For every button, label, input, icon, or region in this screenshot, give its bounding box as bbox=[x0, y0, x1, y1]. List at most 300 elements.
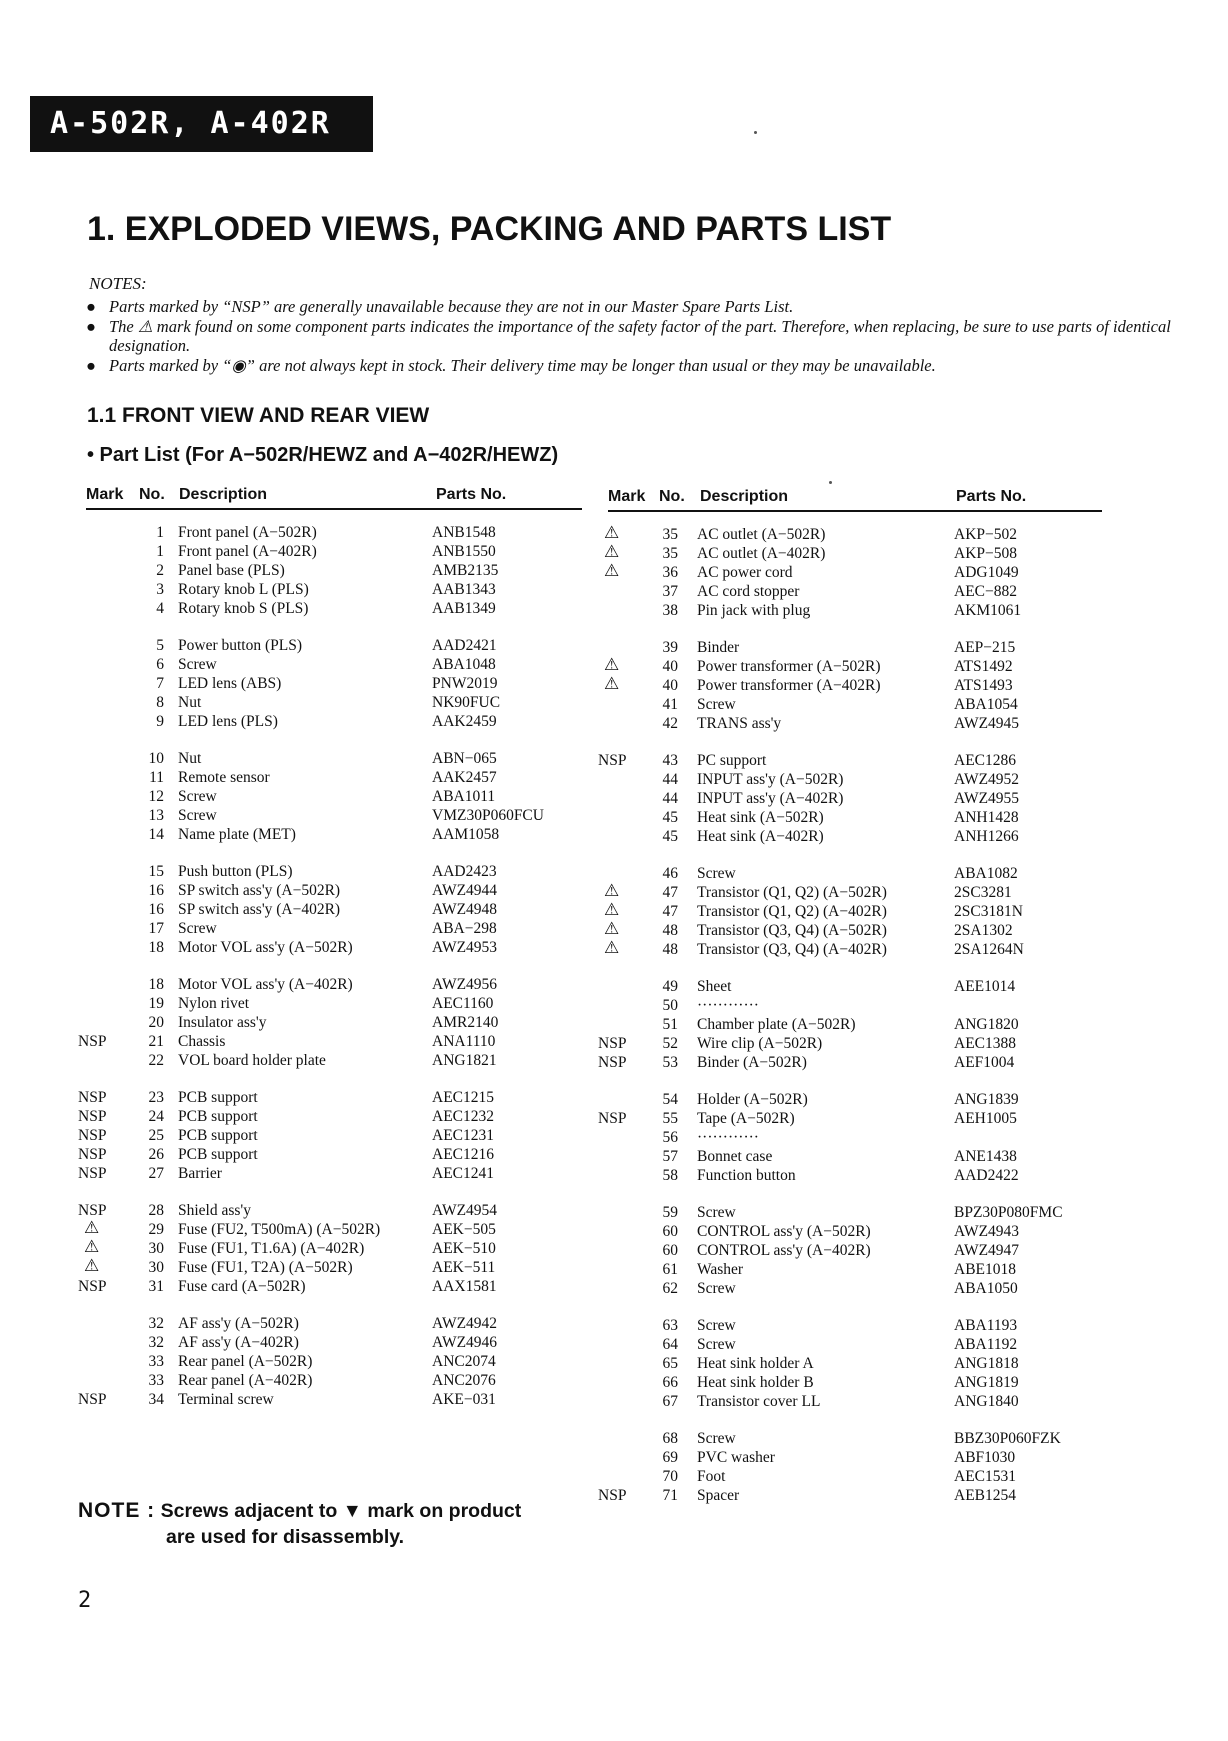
no-cell: 33 bbox=[148, 1353, 164, 1370]
table-row bbox=[78, 881, 588, 900]
table-row bbox=[78, 994, 588, 1013]
description-cell: Chamber plate (A−502R) bbox=[697, 1016, 856, 1033]
header-no: No. bbox=[659, 488, 685, 505]
parts-no-cell: ANB1550 bbox=[432, 543, 496, 560]
table-row bbox=[598, 1373, 1118, 1392]
header-parts-no: Parts No. bbox=[956, 488, 1027, 505]
no-cell: 15 bbox=[148, 863, 164, 880]
description-cell: Rear panel (A−502R) bbox=[178, 1353, 313, 1370]
parts-no-cell: VMZ30P060FCU bbox=[432, 807, 544, 824]
page-number: 2 bbox=[78, 1588, 92, 1613]
no-cell: 12 bbox=[148, 788, 164, 805]
table-row bbox=[598, 1109, 1118, 1128]
parts-no-cell: AEK−510 bbox=[432, 1240, 496, 1257]
parts-no-cell: AEC1241 bbox=[432, 1165, 494, 1182]
no-cell: 41 bbox=[662, 696, 678, 713]
parts-no-cell: AEH1005 bbox=[954, 1110, 1017, 1127]
description-cell: Screw bbox=[697, 1336, 736, 1353]
table-row bbox=[598, 996, 1118, 1015]
no-cell: 18 bbox=[148, 976, 164, 993]
safety-warning-icon: ⚠ bbox=[604, 542, 620, 562]
parts-no-cell: ANC2076 bbox=[432, 1372, 496, 1389]
no-cell: 58 bbox=[662, 1167, 678, 1184]
parts-no-cell: ANE1438 bbox=[954, 1148, 1017, 1165]
table-row bbox=[598, 827, 1118, 846]
no-cell: 67 bbox=[662, 1393, 678, 1410]
parts-no-cell: AEK−511 bbox=[432, 1259, 496, 1276]
description-cell: SP switch ass'y (A−502R) bbox=[178, 882, 341, 899]
parts-no-cell: AAK2459 bbox=[432, 713, 497, 730]
description-cell: Bonnet case bbox=[697, 1148, 773, 1165]
section-title: 1.1 FRONT VIEW AND REAR VIEW bbox=[87, 404, 430, 427]
no-cell: 35 bbox=[662, 545, 678, 562]
notes-heading: NOTES: bbox=[89, 274, 147, 293]
no-cell: 38 bbox=[662, 602, 678, 619]
table-row bbox=[598, 1316, 1118, 1335]
mark-cell: NSP bbox=[78, 1278, 107, 1295]
parts-no-cell: AMR2140 bbox=[432, 1014, 499, 1031]
description-cell: Shield ass'y bbox=[178, 1202, 251, 1219]
parts-no-cell: AEC1232 bbox=[432, 1108, 494, 1125]
no-cell: 60 bbox=[662, 1223, 678, 1240]
no-cell: 63 bbox=[662, 1317, 678, 1334]
parts-no-cell: 2SC3181N bbox=[954, 903, 1023, 920]
no-cell: 40 bbox=[662, 658, 678, 675]
table-row bbox=[78, 1277, 588, 1296]
parts-no-cell: AAB1349 bbox=[432, 600, 496, 617]
description-cell: LED lens (ABS) bbox=[178, 675, 282, 692]
safety-warning-icon: ⚠ bbox=[604, 561, 620, 581]
parts-no-cell: AEP−215 bbox=[954, 639, 1016, 656]
parts-no-cell: ABF1030 bbox=[954, 1449, 1016, 1466]
parts-no-cell: AWZ4953 bbox=[432, 939, 498, 956]
table-row bbox=[78, 580, 588, 599]
description-cell: Heat sink (A−402R) bbox=[697, 828, 824, 845]
description-cell: Screw bbox=[697, 1204, 736, 1221]
table-row bbox=[598, 1203, 1118, 1222]
parts-no-cell: ABA1193 bbox=[954, 1317, 1018, 1334]
no-cell: 23 bbox=[148, 1089, 164, 1106]
parts-no-cell: AEC1531 bbox=[954, 1468, 1016, 1485]
description-cell: LED lens (PLS) bbox=[178, 713, 278, 730]
description-cell: AC outlet (A−402R) bbox=[697, 545, 826, 562]
parts-no-cell: ABE1018 bbox=[954, 1261, 1016, 1278]
parts-no-cell: 2SC3281 bbox=[954, 884, 1012, 901]
table-row bbox=[598, 695, 1118, 714]
no-cell: 2 bbox=[156, 562, 164, 579]
right-column-header bbox=[608, 488, 1102, 512]
description-cell: TRANS ass'y bbox=[697, 715, 782, 732]
table-row bbox=[78, 655, 588, 674]
safety-warning-icon: ⚠ bbox=[84, 1256, 100, 1276]
table-row bbox=[78, 749, 588, 768]
parts-no-cell: BPZ30P080FMC bbox=[954, 1204, 1063, 1221]
parts-no-cell: AKM1061 bbox=[954, 602, 1022, 619]
table-row bbox=[78, 1371, 588, 1390]
no-cell: 47 bbox=[662, 903, 678, 920]
description-cell: Motor VOL ass'y (A−402R) bbox=[178, 976, 353, 993]
table-row bbox=[598, 601, 1118, 620]
no-cell: 45 bbox=[662, 809, 678, 826]
description-cell: INPUT ass'y (A−502R) bbox=[697, 771, 844, 788]
header-description: Description bbox=[700, 488, 789, 505]
parts-no-cell: ABN−065 bbox=[432, 750, 497, 767]
description-cell: Fuse card (A−502R) bbox=[178, 1278, 306, 1295]
no-cell: 31 bbox=[148, 1278, 164, 1295]
parts-no-cell: AWZ4944 bbox=[432, 882, 498, 899]
parts-no-cell: AWZ4946 bbox=[432, 1334, 498, 1351]
mark-cell: NSP bbox=[78, 1202, 107, 1219]
no-cell: 16 bbox=[148, 901, 164, 918]
bullet-icon: ● bbox=[86, 297, 96, 316]
no-cell: 11 bbox=[149, 769, 164, 786]
no-cell: 6 bbox=[156, 656, 164, 673]
safety-warning-icon: ⚠ bbox=[604, 674, 620, 694]
no-cell: 45 bbox=[662, 828, 678, 845]
table-row bbox=[598, 1335, 1118, 1354]
description-cell: Wire clip (A−502R) bbox=[697, 1035, 823, 1052]
parts-no-cell: AAD2423 bbox=[432, 863, 497, 880]
parts-no-cell: ANG1840 bbox=[954, 1393, 1019, 1410]
description-cell: Heat sink holder B bbox=[697, 1374, 814, 1391]
description-cell: Screw bbox=[697, 1317, 736, 1334]
table-row bbox=[78, 768, 588, 787]
no-cell: 43 bbox=[662, 752, 678, 769]
table-row bbox=[78, 938, 588, 957]
no-cell: 24 bbox=[148, 1108, 164, 1125]
mark-cell: NSP bbox=[78, 1033, 107, 1050]
table-row bbox=[598, 977, 1118, 996]
parts-no-cell: NK90FUC bbox=[432, 694, 501, 711]
parts-no-cell: AWZ4948 bbox=[432, 901, 498, 918]
parts-no-cell: AKP−508 bbox=[954, 545, 1017, 562]
description-cell: AC power cord bbox=[697, 564, 793, 581]
description-cell: Holder (A−502R) bbox=[697, 1091, 808, 1108]
parts-list-title: • Part List (For A−502R/HEWZ and A−402R/HEWZ) bbox=[87, 444, 559, 466]
table-row bbox=[598, 676, 1118, 695]
note-line-2: are used for disassembly. bbox=[166, 1526, 405, 1548]
no-cell: 66 bbox=[662, 1374, 678, 1391]
parts-no-cell: AWZ4954 bbox=[432, 1202, 498, 1219]
parts-no-cell: AWZ4955 bbox=[954, 790, 1020, 807]
parts-no-cell: PNW2019 bbox=[432, 675, 498, 692]
no-cell: 42 bbox=[662, 715, 678, 732]
description-cell: Screw bbox=[178, 920, 217, 937]
safety-warning-icon: ⚠ bbox=[604, 919, 620, 939]
no-cell: 32 bbox=[148, 1315, 164, 1332]
description-cell: Screw bbox=[178, 656, 217, 673]
no-cell: 30 bbox=[148, 1240, 164, 1257]
description-cell: Front panel (A−402R) bbox=[178, 543, 317, 560]
no-cell: 28 bbox=[148, 1202, 164, 1219]
table-row bbox=[78, 1032, 588, 1051]
no-cell: 30 bbox=[148, 1259, 164, 1276]
no-cell: 65 bbox=[662, 1355, 678, 1372]
description-cell: Transistor (Q3, Q4) (A−402R) bbox=[697, 941, 887, 958]
description-cell: Push button (PLS) bbox=[178, 863, 293, 880]
no-cell: 1 bbox=[156, 524, 164, 541]
no-cell: 49 bbox=[662, 978, 678, 995]
mark-cell: NSP bbox=[598, 752, 627, 769]
table-row bbox=[78, 1239, 588, 1258]
no-cell: 62 bbox=[662, 1280, 678, 1297]
description-cell: Screw bbox=[697, 696, 736, 713]
no-cell: 18 bbox=[148, 939, 164, 956]
no-cell: 27 bbox=[148, 1165, 164, 1182]
mark-cell: NSP bbox=[78, 1391, 107, 1408]
table-row bbox=[598, 1467, 1118, 1486]
parts-no-cell: AEB1254 bbox=[954, 1487, 1016, 1504]
parts-no-cell: AAD2421 bbox=[432, 637, 497, 654]
description-cell: ············ bbox=[697, 997, 759, 1014]
header-description: Description bbox=[179, 486, 268, 503]
no-cell: 19 bbox=[148, 995, 164, 1012]
table-row bbox=[78, 862, 588, 881]
table-row bbox=[78, 1258, 588, 1277]
table-row bbox=[78, 1051, 588, 1070]
no-cell: 9 bbox=[156, 713, 164, 730]
table-row bbox=[78, 674, 588, 693]
description-cell: Rotary knob S (PLS) bbox=[178, 600, 309, 617]
no-cell: 20 bbox=[148, 1014, 164, 1031]
description-cell: Heat sink (A−502R) bbox=[697, 809, 824, 826]
no-cell: 13 bbox=[148, 807, 164, 824]
description-cell: Remote sensor bbox=[178, 769, 270, 786]
table-row bbox=[78, 523, 588, 542]
no-cell: 53 bbox=[662, 1054, 678, 1071]
parts-no-cell: AWZ4947 bbox=[954, 1242, 1020, 1259]
table-row bbox=[78, 636, 588, 655]
description-cell: Tape (A−502R) bbox=[697, 1110, 795, 1127]
table-row bbox=[598, 864, 1118, 883]
parts-no-cell: ABA1011 bbox=[432, 788, 496, 805]
table-row bbox=[598, 883, 1118, 902]
safety-warning-icon: ⚠ bbox=[84, 1237, 100, 1257]
no-cell: 68 bbox=[662, 1430, 678, 1447]
description-cell: Nylon rivet bbox=[178, 995, 250, 1012]
no-cell: 48 bbox=[662, 941, 678, 958]
no-cell: 51 bbox=[662, 1016, 678, 1033]
description-cell: Name plate (MET) bbox=[178, 826, 296, 843]
description-cell: PCB support bbox=[178, 1108, 258, 1125]
no-cell: 60 bbox=[662, 1242, 678, 1259]
safety-warning-icon: ⚠ bbox=[604, 523, 620, 543]
parts-no-cell: ANH1428 bbox=[954, 809, 1019, 826]
no-cell: 4 bbox=[156, 600, 164, 617]
no-cell: 59 bbox=[662, 1204, 678, 1221]
description-cell: Barrier bbox=[178, 1165, 222, 1182]
description-cell: Fuse (FU1, T1.6A) (A−402R) bbox=[178, 1240, 365, 1257]
description-cell: Screw bbox=[178, 807, 217, 824]
description-cell: Function button bbox=[697, 1167, 796, 1184]
parts-no-cell: AWZ4952 bbox=[954, 771, 1020, 788]
parts-no-cell: AAX1581 bbox=[432, 1278, 497, 1295]
note-line-1: Screws adjacent to ▼ mark on product bbox=[160, 1500, 522, 1522]
table-row bbox=[78, 1314, 588, 1333]
table-row bbox=[78, 561, 588, 580]
table-row bbox=[598, 714, 1118, 733]
table-row bbox=[598, 563, 1118, 582]
description-cell: Heat sink holder A bbox=[697, 1355, 814, 1372]
note-item: ● Parts marked by “NSP” are generally unavailable because they are not in our Master Spare Parts List. bbox=[86, 297, 794, 316]
parts-no-cell: ABA1054 bbox=[954, 696, 1018, 713]
description-cell: PC support bbox=[697, 752, 767, 769]
description-cell: Front panel (A−502R) bbox=[178, 524, 317, 541]
no-cell: 37 bbox=[662, 583, 678, 600]
parts-no-cell: ABA−298 bbox=[432, 920, 497, 937]
no-cell: 32 bbox=[148, 1334, 164, 1351]
parts-no-cell: AWZ4945 bbox=[954, 715, 1020, 732]
no-cell: 57 bbox=[662, 1148, 678, 1165]
table-row bbox=[78, 1088, 588, 1107]
table-row bbox=[598, 1147, 1118, 1166]
description-cell: AF ass'y (A−402R) bbox=[178, 1334, 299, 1351]
no-cell: 61 bbox=[662, 1261, 678, 1278]
no-cell: 1 bbox=[156, 543, 164, 560]
table-row bbox=[78, 1390, 588, 1409]
table-row bbox=[598, 808, 1118, 827]
parts-no-cell: ANG1820 bbox=[954, 1016, 1019, 1033]
description-cell: Screw bbox=[697, 865, 736, 882]
no-cell: 5 bbox=[156, 637, 164, 654]
description-cell: Transistor (Q1, Q2) (A−402R) bbox=[697, 903, 887, 920]
table-row bbox=[598, 902, 1118, 921]
description-cell: Rear panel (A−402R) bbox=[178, 1372, 313, 1389]
parts-no-cell: ANB1548 bbox=[432, 524, 496, 541]
no-cell: 29 bbox=[148, 1221, 164, 1238]
parts-no-cell: AMB2135 bbox=[432, 562, 499, 579]
parts-no-cell: AEC1215 bbox=[432, 1089, 494, 1106]
parts-no-cell: AWZ4942 bbox=[432, 1315, 498, 1332]
description-cell: AC outlet (A−502R) bbox=[697, 526, 826, 543]
table-row bbox=[598, 789, 1118, 808]
description-cell: Fuse (FU2, T500mA) (A−502R) bbox=[178, 1221, 381, 1238]
table-row bbox=[598, 1241, 1118, 1260]
description-cell: Insulator ass'y bbox=[178, 1014, 267, 1031]
mark-cell: NSP bbox=[598, 1487, 627, 1504]
description-cell: Washer bbox=[697, 1261, 744, 1278]
mark-cell: NSP bbox=[598, 1035, 627, 1052]
mark-cell: NSP bbox=[78, 1165, 107, 1182]
no-cell: 39 bbox=[662, 639, 678, 656]
mark-cell: NSP bbox=[78, 1127, 107, 1144]
table-row bbox=[78, 825, 588, 844]
table-row bbox=[598, 582, 1118, 601]
description-cell: CONTROL ass'y (A−502R) bbox=[697, 1223, 871, 1240]
parts-no-cell: AEC1160 bbox=[432, 995, 494, 1012]
table-row bbox=[598, 1053, 1118, 1072]
no-cell: 16 bbox=[148, 882, 164, 899]
mark-cell: NSP bbox=[598, 1054, 627, 1071]
table-row bbox=[78, 919, 588, 938]
safety-warning-icon: ⚠ bbox=[604, 655, 620, 675]
table-row bbox=[598, 1166, 1118, 1185]
description-cell: ············ bbox=[697, 1129, 759, 1146]
no-cell: 3 bbox=[156, 581, 164, 598]
table-row bbox=[598, 1260, 1118, 1279]
description-cell: AF ass'y (A−502R) bbox=[178, 1315, 299, 1332]
description-cell: Screw bbox=[697, 1430, 736, 1447]
table-row bbox=[78, 712, 588, 731]
table-row bbox=[598, 1222, 1118, 1241]
parts-no-cell: ANG1821 bbox=[432, 1052, 497, 1069]
no-cell: 10 bbox=[148, 750, 164, 767]
parts-no-cell: AEF1004 bbox=[954, 1054, 1015, 1071]
description-cell: Nut bbox=[178, 750, 202, 767]
header-no: No. bbox=[139, 486, 165, 503]
parts-no-cell: AEC1216 bbox=[432, 1146, 494, 1163]
header-mark: Mark bbox=[608, 488, 646, 505]
parts-no-cell: ABA1192 bbox=[954, 1336, 1018, 1353]
no-cell: 22 bbox=[148, 1052, 164, 1069]
table-row bbox=[598, 940, 1118, 959]
mark-cell: NSP bbox=[598, 1110, 627, 1127]
parts-no-cell: AAM1058 bbox=[432, 826, 500, 843]
model-names: A-502R, A-402R bbox=[50, 106, 331, 141]
no-cell: 46 bbox=[662, 865, 678, 882]
no-cell: 35 bbox=[662, 526, 678, 543]
table-row bbox=[78, 542, 588, 561]
table-row bbox=[598, 921, 1118, 940]
parts-no-cell: AKP−502 bbox=[954, 526, 1017, 543]
parts-no-cell: ANA1110 bbox=[432, 1033, 496, 1050]
parts-no-cell: AEE1014 bbox=[954, 978, 1016, 995]
table-row bbox=[598, 1034, 1118, 1053]
parts-no-cell: ADG1049 bbox=[954, 564, 1019, 581]
description-cell: Screw bbox=[178, 788, 217, 805]
note-item: ● The ⚠ mark found on some component parts indicates the importance of the safety factor of the part. Therefore, when replacing, be sure to use parts of identical designation. bbox=[86, 316, 1171, 355]
header-parts-no: Parts No. bbox=[436, 486, 507, 503]
description-cell: Transistor cover LL bbox=[697, 1393, 821, 1410]
table-row bbox=[78, 806, 588, 825]
table-row bbox=[598, 1279, 1118, 1298]
table-row bbox=[598, 1354, 1118, 1373]
description-cell: PVC washer bbox=[697, 1449, 775, 1466]
no-cell: 54 bbox=[662, 1091, 678, 1108]
no-cell: 25 bbox=[148, 1127, 164, 1144]
parts-no-cell: ATS1493 bbox=[954, 677, 1013, 694]
parts-no-cell: ANG1819 bbox=[954, 1374, 1019, 1391]
parts-no-cell: 2SA1264N bbox=[954, 941, 1024, 958]
parts-no-cell: AAB1343 bbox=[432, 581, 496, 598]
no-cell: 40 bbox=[662, 677, 678, 694]
parts-no-cell: BBZ30P060FZK bbox=[954, 1430, 1061, 1447]
table-row bbox=[598, 525, 1118, 544]
parts-no-cell: AEC1286 bbox=[954, 752, 1016, 769]
parts-no-cell: ABA1082 bbox=[954, 865, 1018, 882]
scan-speck bbox=[754, 131, 757, 134]
description-cell: Panel base (PLS) bbox=[178, 562, 285, 579]
table-row bbox=[78, 975, 588, 994]
description-cell: Power transformer (A−502R) bbox=[697, 658, 881, 675]
no-cell: 52 bbox=[662, 1035, 678, 1052]
description-cell: Binder bbox=[697, 639, 740, 656]
no-cell: 33 bbox=[148, 1372, 164, 1389]
no-cell: 44 bbox=[662, 771, 678, 788]
table-row bbox=[598, 770, 1118, 789]
table-row bbox=[78, 1201, 588, 1220]
description-cell: INPUT ass'y (A−402R) bbox=[697, 790, 844, 807]
no-cell: 21 bbox=[148, 1033, 164, 1050]
table-row bbox=[78, 787, 588, 806]
note-item: ● Parts marked by “◉” are not always kept in stock. Their delivery time may be longer than usual or they may be unavailable. bbox=[86, 355, 936, 375]
model-header-bar bbox=[30, 96, 373, 152]
parts-no-cell: AEC−882 bbox=[954, 583, 1017, 600]
parts-no-cell: ATS1492 bbox=[954, 658, 1013, 675]
description-cell: Sheet bbox=[697, 978, 732, 995]
description-cell: Spacer bbox=[697, 1487, 740, 1504]
no-cell: 36 bbox=[662, 564, 678, 581]
